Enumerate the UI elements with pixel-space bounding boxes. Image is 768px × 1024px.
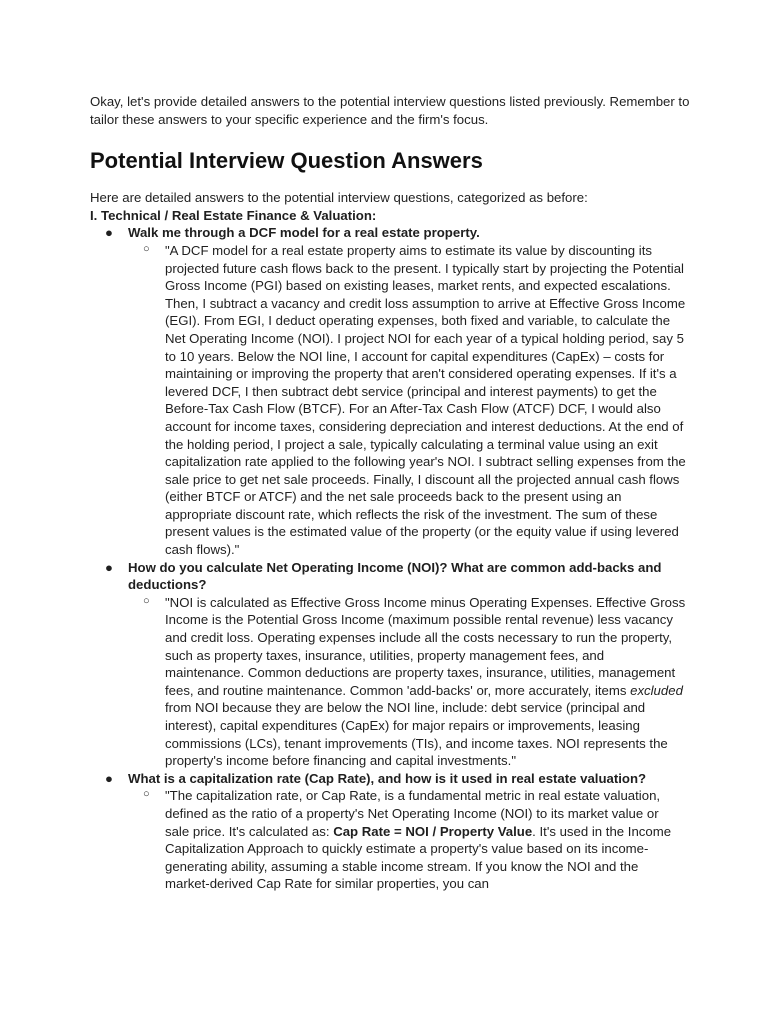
question-item (90, 224, 690, 242)
answer-emphasis: excluded (630, 682, 683, 698)
filled-bullet-icon: ● (105, 559, 113, 575)
question-item (90, 770, 690, 788)
question-text: How do you calculate Net Operating Income (NOI)? What are common add-backs and deductions? (128, 559, 662, 593)
lead-paragraph: Here are detailed answers to the potential interview questions, categorized as before: (90, 190, 588, 206)
question-item (90, 559, 690, 594)
intro-paragraph: Okay, let's provide detailed answers to the potential interview questions listed previously. Remember to tailor these answers to your specific experience and the firm's focus. (90, 94, 690, 127)
hollow-bullet-icon: ○ (143, 594, 150, 607)
answer-text-part: . It's used in the Income Capitalization Approach to quickly estimate a property's value based on its income-generating ability, assuming a stable income stream. If you know the NOI and the market-derived Cap Rate for similar properties, you can (165, 823, 672, 892)
document-body (90, 93, 690, 893)
answer-text-part: "The capitalization rate, or Cap Rate, is a fundamental metric in real estate valuation, defined as the ratio of a property's Net Operating Income (NOI) to its market value or sale price. It's calculated as: (165, 788, 661, 839)
section-heading: I. Technical / Real Estate Finance & Valuation: (90, 207, 377, 223)
filled-bullet-icon: ● (105, 225, 113, 241)
answer-text-part: from NOI because they are below the NOI line, include: debt service (principal and interest), capital expenditures (CapEx) for major repairs or improvements, leasing commissions (LCs), tenant improvements (TIs), and income taxes. NOI represents the property's income before financing and capital investments." (165, 700, 668, 769)
answer-text (165, 595, 685, 768)
answer-item (90, 242, 690, 559)
answer-text-part: "NOI is calculated as Effective Gross Income minus Operating Expenses. Effective Gross Income is the Potential Gross Income (maximum possible rental revenue) less vacancy and credit loss. Operating expenses include all the costs necessary to run the property, such as property taxes, insurance, utilities, property management fees, and maintenance. Common deductions are property taxes, insurance, utilities, management fees, and routine maintenance. Common 'add-backs' or, more accurately, items (165, 594, 686, 698)
answer-text (165, 788, 671, 891)
hollow-bullet-icon: ○ (143, 242, 150, 255)
question-text: Walk me through a DCF model for a real estate property. (128, 225, 480, 241)
hollow-bullet-icon: ○ (143, 788, 150, 801)
cap-rate-formula: Cap Rate = NOI / Property Value (333, 823, 533, 839)
answer-item (90, 787, 690, 893)
document-title: Potential Interview Question Answers (90, 148, 483, 174)
filled-bullet-icon: ● (105, 770, 113, 786)
answer-text: "A DCF model for a real estate property aims to estimate its value by discounting its projected future cash flows back to the present. I typically start by projecting the Potential Gross Income (PGI) based on existing leases, market rents, and expected escalations. Then, I subtract a vacancy and credit loss assumption to arrive at Effective Gross Income (EGI). From EGI, I deduct operating expenses, both fixed and variable, to calculate the Net Operating Income (NOI). I project NOI for each year of a typical holding period, say 5 to 10 years. Below the NOI line, I account for capital expenditures (CapEx) – costs for maintaining or improving the property that aren't considered operating expenses. If it's a levered DCF, I then subtract debt service (principal and interest payments) to get the Before-Tax Cash Flow (BTCF). For an After-Tax Cash Flow (ATCF) DCF, I would also account for income taxes, considering depreciation and interest deductions. At the end of the holding period, I project a sale, typically calculating a terminal value using an exit capitalization rate applied to the following year's NOI. I subtract selling expenses from the sale price to get net sale proceeds. Finally, I discount all the projected annual cash flows (either BTCF or ATCF) and the net sale proceeds back to the present using an appropriate discount rate, which reflects the risk of the investment. The sum of these present values is the estimated value of the property (or the equity value if using levered cash flows)." (165, 242, 686, 558)
answer-item (90, 594, 690, 770)
question-text: What is a capitalization rate (Cap Rate), and how is it used in real estate valuation? (128, 770, 647, 786)
